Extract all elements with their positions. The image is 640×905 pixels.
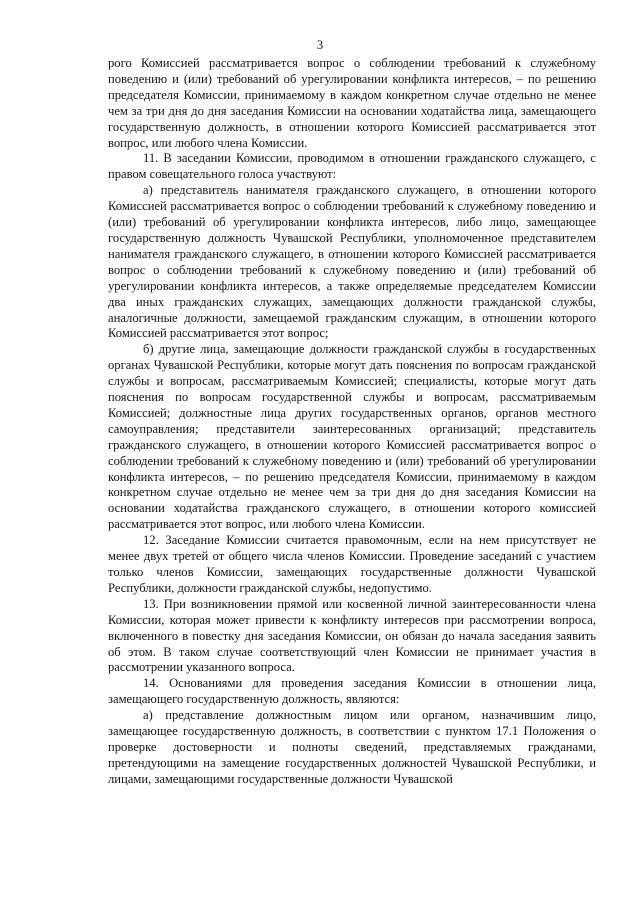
paragraph-13: 13. При возникновении прямой или косвенной личной заинтересованности члена Комиссии, которая может привести к конфликту интересов при рассмотрении вопроса, включенного в повестку дня заседания Комиссии, он обязан до начала заседания заявить об этом. В таком случае соответствующий член Комиссии не принимает участия в рассмотрении указанного вопроса. xyxy=(108,596,596,675)
paragraph-14-a: а) представление должностным лицом или органом, назначившим лицо, замещающее государственную должность, в соответствии с пунктом 17.1 Положения о проверке достоверности и полноты сведений, представляемых гражданами, претендующими на замещение государственных должностей Чувашской Республики, и лицами, замещающими государственные должности Чувашской xyxy=(108,708,596,786)
paragraph-11: 11. В заседании Комиссии, проводимом в отношении гражданского служащего, с правом совещательного голоса участвуют: xyxy=(108,151,596,182)
paragraph-12: 12. Заседание Комиссии считается правомочным, если на нем присутствует не менее двух третей от общего числа членов Комиссии. Проведение заседаний с участием только членов Комиссии, замещающих государственные должности Чувашской Республики, должности гражданской службы, недопустимо. xyxy=(108,533,596,595)
page-number: 3 xyxy=(316,38,324,52)
paragraph-continuation: рого Комиссией рассматривается вопрос о соблюдении требований к служебному поведению и (или) требований об урегулировании конфликта интересов, – по решению председателя Комиссии, принимаемому в каждом конкретном случае отдельно не менее чем за три дня до дня заседания Комиссии на основании ходатайства лица, замещающего государственную должность, в отношении которого Комиссией рассматривается этот вопрос, или любого члена Комиссии. xyxy=(108,56,596,150)
document-body xyxy=(108,56,596,788)
paragraph-11-a: а) представитель нанимателя гражданского служащего, в отношении которого Комиссией рассматривается вопрос о соблюдении требований к служебному поведению и (или) требований об урегулировании конфликта интересов, либо лицо, замещающее государственную должность Чувашской Республики, уполномоченное представителем нанимателя гражданского служащего, в отношении которого Комиссией рассматривается вопрос о соблюдении требований к служебному поведению и (или) требований об урегулировании конфликта интересов, а также определяемые председателем Комиссии два иных гражданских служащих, замещающих должности гражданской службы, аналогичные должности, замещаемой гражданским служащим, в отношении которого Комиссией рассматривается этот вопрос; xyxy=(108,183,596,341)
paragraph-11-b: б) другие лица, замещающие должности гражданской службы в государственных органах Чувашской Республики, которые могут дать пояснения по вопросам гражданской службы и вопросам, рассматриваемым Комиссией; специалисты, которые могут дать пояснения по вопросам государственной службы и вопросам, рассматриваемым Комиссией; должностные лица других государственных органов, органов местного самоуправления; представители заинтересованных организаций; представитель гражданского служащего, в отношении которого Комиссией рассматривается вопрос о соблюдении требований к служебному поведению и (или) требований об урегулировании конфликта интересов, – по решению председателя Комиссии, принимаемому в каждом конкретном случае отдельно не менее чем за три дня до дня заседания Комиссии на основании ходатайства гражданского служащего, в отношении которого комиссией рассматривается этот вопрос, или любого члена Комиссии. xyxy=(108,342,596,532)
paragraph-14: 14. Основаниями для проведения заседания Комиссии в отношении лица, замещающего государственную должность, являются: xyxy=(108,676,596,707)
